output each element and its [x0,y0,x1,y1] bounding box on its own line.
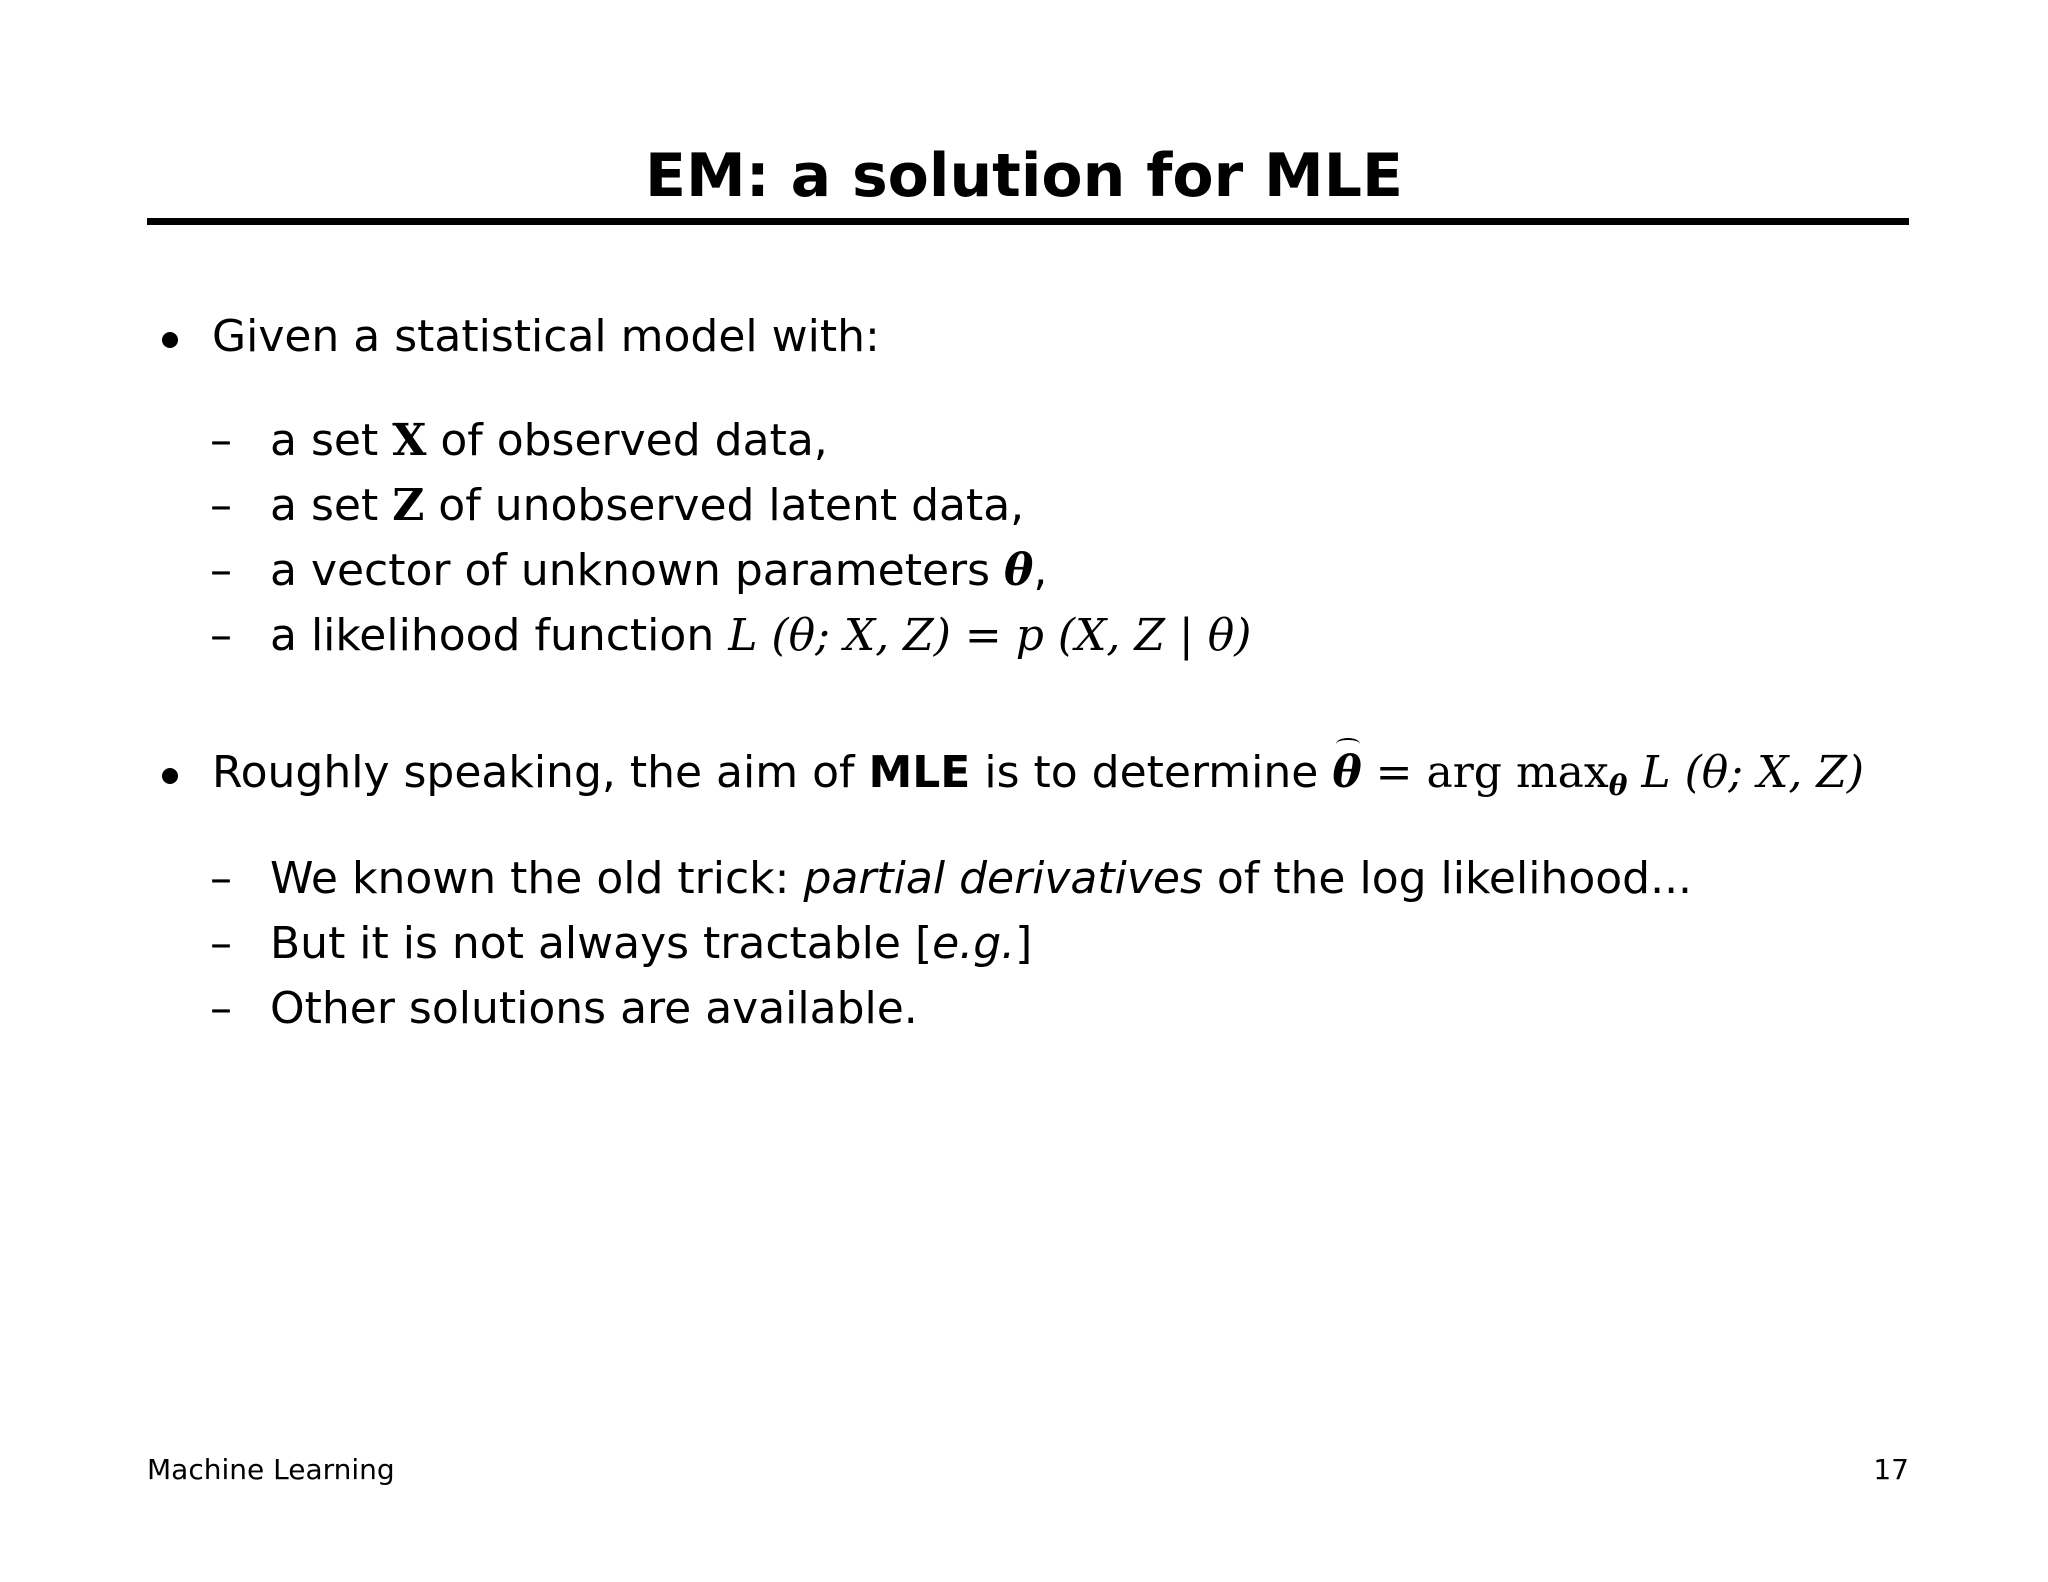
dash-marker: – [210,853,232,904]
mle-term: MLE [868,747,971,798]
footer-course: Machine Learning [147,1453,395,1486]
italic-phrase: partial derivatives [803,853,1203,904]
dash-marker: – [210,480,232,531]
math-argmax: = arg max [1361,747,1609,798]
bullet-2-text: Roughly speaking, the aim of [212,747,869,798]
math-argmax-subscript: θ [1608,769,1628,802]
math-z: Z [392,480,425,531]
dash-marker: – [210,415,232,466]
bullet-2-text: is to determine [970,747,1333,798]
slide-title: EM: a solution for MLE [645,141,1403,211]
math-likelihood: L (θ; X, Z) [1627,747,1865,798]
sub-item-text: We known the old trick: [270,853,804,904]
sub-item-text: a likelihood function [270,610,729,661]
sub-item-text: of observed data, [426,415,828,466]
math-likelihood-formula: L (θ; X, Z) = p (X, Z | θ) [728,610,1252,661]
bullet-1-text: Given a statistical model with: [212,311,880,362]
sub-item-text: of unobserved latent data, [424,480,1025,531]
bullet-dot [162,768,178,784]
dash-marker: – [210,918,232,969]
title-rule [147,218,1909,225]
math-theta: θ [1004,545,1034,596]
dash-marker: – [210,610,232,661]
sub-item-text: ] [1015,918,1033,969]
dash-marker: – [210,545,232,596]
italic-phrase: e.g. [932,918,1016,969]
sub-item-text: Other solutions are available. [270,983,918,1034]
dash-marker: – [210,983,232,1034]
sub-item-text: of the log likelihood... [1202,853,1693,904]
bullet-dot [162,332,178,348]
sub-item-text: a set [270,415,393,466]
sub-item-text: a set [270,480,393,531]
sub-item-text: But it is not always tractable [ [270,918,933,969]
sub-item-text: , [1033,545,1048,596]
math-theta-hat: θ [1332,744,1361,802]
page-number: 17 [1873,1453,1909,1486]
math-x: X [392,415,427,466]
sub-item-text: a vector of unknown parameters [270,545,1005,596]
